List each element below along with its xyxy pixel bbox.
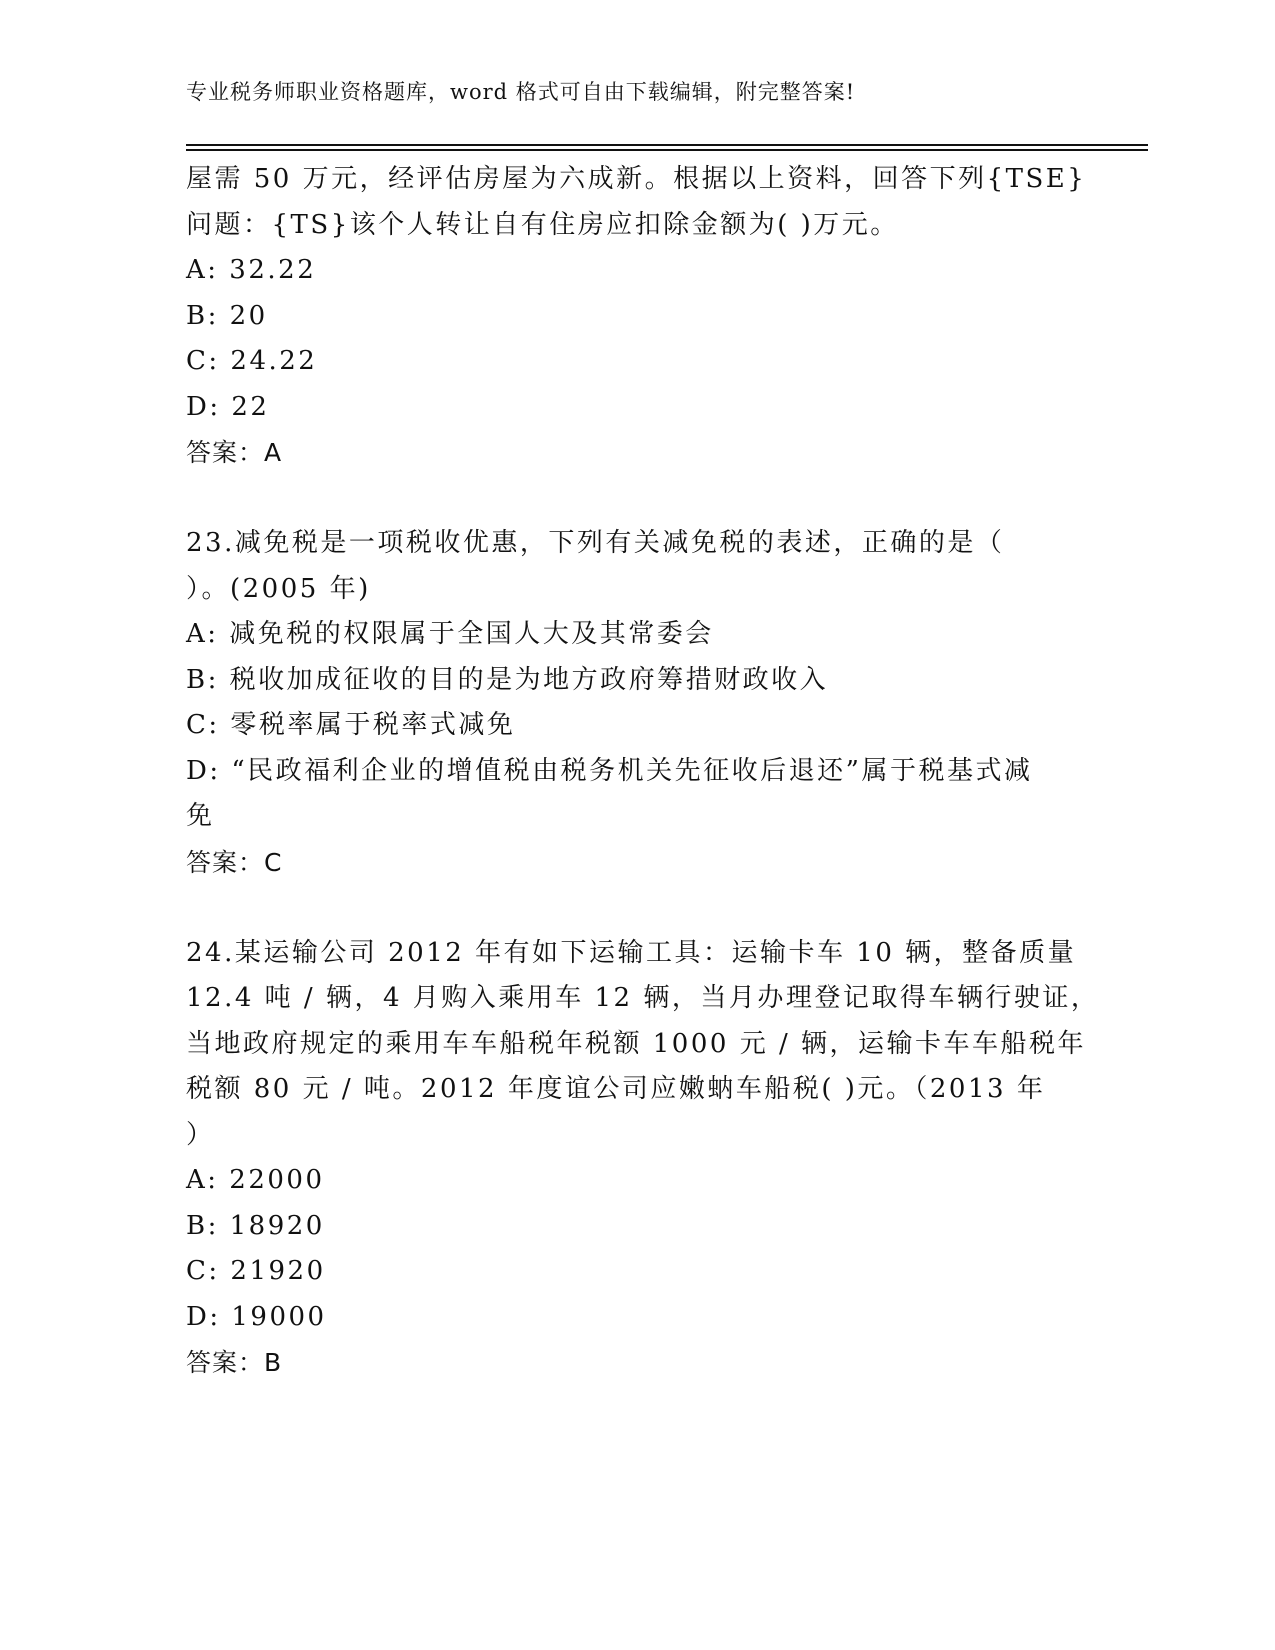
option-b: B: 18920 bbox=[186, 1210, 325, 1241]
question-stem: 12.4 吨 / 辆，4 月购入乘用车 12 辆，当月办理登记取得车辆行驶证， bbox=[186, 983, 1100, 1013]
question-stem: 税额 80 元 / 吨。2012 年度谊公司应嫩蚋车船税( )元。（2013 年 bbox=[186, 1074, 1046, 1104]
question-stem: 23.减免税是一项税收优惠，下列有关减免税的表述，正确的是（ bbox=[186, 528, 1005, 558]
question-22 bbox=[186, 157, 1087, 476]
header-rule-bottom bbox=[186, 149, 1148, 151]
question-stem: 问题：{TS}该个人转让自有住房应扣除金额为( )万元。 bbox=[186, 209, 899, 240]
question-stem: 24.某运输公司 2012 年有如下运输工具：运输卡车 10 辆，整备质量 bbox=[186, 937, 1077, 968]
option-b: B: 税收加成征收的目的是为地方政府筹措财政收入 bbox=[186, 664, 829, 695]
option-a: A: 32.22 bbox=[186, 255, 317, 285]
header-rule-top bbox=[186, 144, 1148, 146]
option-a: A: 减免税的权限属于全国人大及其常委会 bbox=[186, 619, 714, 649]
option-d: D: “民政福利企业的增值税由税务机关先征收后退还”属于税基式减 bbox=[186, 755, 1033, 786]
option-c: C: 21920 bbox=[186, 1256, 326, 1286]
question-23 bbox=[186, 521, 1076, 885]
question-stem: ） bbox=[186, 1119, 215, 1150]
answer: 答案：C bbox=[186, 847, 283, 877]
page-header: 专业税务师职业资格题库，word 格式可自由下载编辑，附完整答案! bbox=[186, 80, 856, 104]
option-c: C: 零税率属于税率式减免 bbox=[186, 710, 516, 740]
option-c: C: 24.22 bbox=[186, 346, 318, 376]
question-24 bbox=[186, 931, 1100, 1386]
option-d-continued: 免 bbox=[186, 801, 215, 831]
option-d: D: 19000 bbox=[186, 1301, 327, 1332]
question-stem: ）。(2005 年) bbox=[186, 573, 371, 604]
question-stem: 当地政府规定的乘用车车船税年税额 1000 元 / 辆，运输卡车车船税年 bbox=[186, 1028, 1086, 1059]
document-body bbox=[186, 157, 1100, 1386]
question-stem: 屋需 50 万元，经评估房屋为六成新。根据以上资料，回答下列{TSE} bbox=[186, 164, 1087, 194]
option-d: D: 22 bbox=[186, 391, 270, 422]
answer: 答案：B bbox=[186, 1348, 283, 1377]
spacer bbox=[186, 476, 1076, 522]
option-b: B: 20 bbox=[186, 300, 268, 331]
answer: 答案：A bbox=[186, 438, 283, 467]
option-a: A: 22000 bbox=[186, 1165, 325, 1195]
spacer bbox=[186, 885, 1076, 931]
